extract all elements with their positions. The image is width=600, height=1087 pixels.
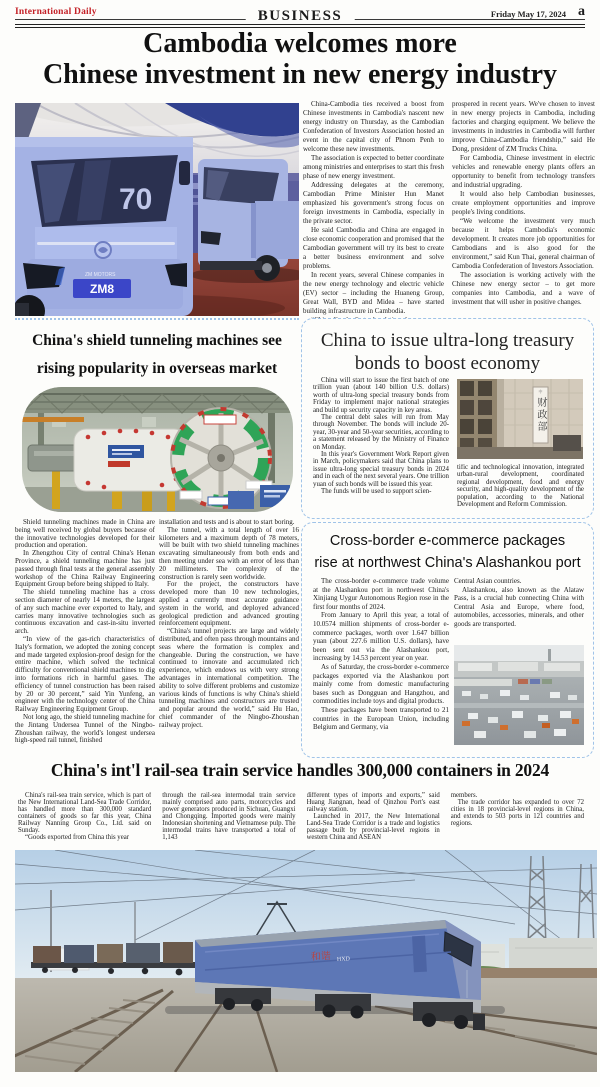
paragraph: “Goods exported from China this year — [25, 834, 130, 841]
paragraph: For the project, the constructors have developed more than 10 new technologies, applied a currently most accurate guidance system in the world, and deployed advanced geological prediction and advanced grouting reinforcement equipment. — [159, 580, 299, 628]
ecommerce-headline-line1: Cross-border e-commerce packages — [329, 533, 566, 549]
paragraph: “China's tunnel projects are large and widely distributed, and often pass through mountains and seas where the formation is complex and changeable. During the construction, we have continued to innovate and accumulated rich experience, which endows us with very strong advantages in international competition. The ability to solve different problems and customize various kinds of functions is why China's shield tunneling machines and constructors are trusted and popular around the world,” said Hu Hao, chief commander of the Ningbo-Zhoushan railway project. — [159, 627, 299, 729]
rail-col1 — [18, 792, 151, 848]
tunnel-machine-photo — [22, 387, 293, 512]
locomotive-logo-text: 和谐 — [310, 950, 332, 963]
treasury-headline — [302, 329, 593, 375]
treasury-headline-line1: China to issue ultra-long treasury — [320, 330, 575, 351]
ecommerce-headline-line2: rise at northwest China's Alashankou port — [314, 555, 581, 571]
paragraph: The tunnel, with a total length of over 16 kilometers and a maximum depth of 78 meters, will be built with two shield tunneling machines excavating simultaneously from both ends and then meeting under sea with an error of less than 20 millimeters. The complexity of the construction is rarely seen worldwide. — [159, 525, 299, 581]
rail-article-headline: China's int'l rail-sea train service handles 300,000 containers in 2024 — [50, 760, 550, 780]
paragraph: China's rail-sea train service, which is part of the New International Land-Sea Trade Corridor, has handled more than 300,000 standard containers of goods so far this year, China Railway Nanning Group Co., Ltd. said on Sunday. — [18, 792, 152, 834]
cutterhead — [171, 408, 272, 508]
main-headline-line1: Cambodia welcomes more — [143, 28, 457, 59]
paragraph: Launched in 2017, the New International Land-Sea Trade Corridor is a trade and logistics passage built by provincial-level regions in western China and ASEAN — [306, 813, 440, 841]
paragraph: tific and technological innovation, integrated urban-rural development, coordinated regional development, food and energy security, and high-quality development of the population, according to the National Development and Reform Commission. — [457, 464, 584, 509]
ecommerce-col1 — [313, 577, 449, 749]
treasury-col1 — [313, 377, 449, 512]
paragraph: In this year's Government Work Report given in March, policymakers said that China plans to issue ultra-long special treasury bonds in 2024 and in each of the next several years. One trillion yuan of such bonds will be issued this year. — [313, 451, 449, 488]
port-illustration — [454, 645, 584, 745]
header-double-rule-top — [15, 24, 585, 25]
paragraph: The trade corridor has expanded to over 72 cities in 18 provincial-level regions in China, and extends to 503 ports in 121 countries and regions. — [450, 799, 584, 827]
paragraph: Addressing delegates at the ceremony, Cambodian Prime Minister Hun Manet emphasized his government's strong focus on foreign investments in Cambodia, especially in the private sector. — [303, 181, 444, 225]
paragraph: different types of imports and exports,” said Huang Jiangnan, head of Qinzhou Port's east railway station. — [306, 792, 440, 813]
treasury-col2 — [457, 464, 584, 516]
shield-headline-line1: China's shield tunneling machines see — [32, 332, 282, 349]
rail-col4 — [451, 792, 584, 848]
main-article-headline — [0, 28, 600, 90]
paragraph: As of Saturday, the cross-border e-commerce packages exported via the Alashankou port mainly come from domestic manufacturing bases such as Dongguan and Hangzhou, and commodities include toys and digital products. — [313, 662, 449, 706]
windshield-number: 70 — [119, 183, 153, 216]
paragraph: “We welcome the investment very much because it helps Cambodia's economic development. It creates more job opportunities for Cambodians and is also good for the environment,” said Kun Thai, general chairman of Cambodia Confederation of Investors Association. — [452, 217, 595, 270]
right-truck — [190, 159, 299, 283]
locomotive-model-text: HXD — [336, 956, 351, 963]
truck-brand-text: ZM MOTORS — [85, 272, 116, 278]
ministry-sign-text: 财政部 — [535, 397, 546, 433]
paragraph: In recent years, several Chinese companies in the new energy technology and electric vehicle (EV) sector – including the Huaneng Group, Great Wall, BYD and Midea – have started building infrastructure in Cambodia. — [303, 271, 444, 315]
left-truck — [15, 137, 193, 316]
main-article-col1 — [303, 100, 444, 334]
alashankou-port-photo — [454, 645, 584, 745]
paragraph: From January to April this year, a total of 10.0574 million shipments of cross-border e-commerce packages, worth over 1.647 billion yuan (about 227.6 million U.S. dollars), have been sent out via the Alashankou port, increasing by 14.53 percent year on year. — [313, 611, 449, 663]
shield-article-col2 — [159, 519, 299, 758]
dateline: Friday May 17, 2024 — [490, 9, 566, 19]
paragraph: It would also help Cambodian businesses, create employment opportunities and improve people's living conditions. — [452, 190, 595, 216]
paragraph: In Zhengzhou City of central China's Henan Province, a shield tunneling machine has just passed through final tests at the general assembly workshop of the China Railway Engineering Equipment Group before being shipped to Italy. — [15, 549, 155, 589]
rail-col3 — [307, 792, 440, 848]
paragraph: Alashankou, also known as the Alataw Pass, is a crucial hub connecting China with Central Asia and Europe, where food, automobiles, accessories, minerals, and other goods are transported. — [454, 585, 584, 628]
machine-body — [74, 429, 186, 491]
ministry-illustration — [457, 379, 583, 459]
main-headline-line2: Chinese investment in new energy industry — [42, 59, 558, 90]
paragraph: The central debt sales will run from May through November. The bonds will include 20-year, 30-year and 50-year securities, according to a statement released by the Ministry of Finance on Monday. — [313, 414, 449, 451]
paragraph: through the rail-sea intermodal train service mainly comprised auto parts, motorcycles and power generators produced in Sichuan, Guangxi and Chongqing. Imported goods were mainly Indonesian shortening and Vietnamese pulp. The intermodal trains have transported a total of 1,143 — [162, 792, 296, 841]
freight-train-photo — [15, 850, 597, 1072]
newspaper-logo-icon: a — [578, 4, 585, 19]
paragraph: The shield tunneling machine has a cross section diameter of nearly 14 meters, the largest of any such machine ever exported to Italy, and carries many innovative technologies such as continuous excavation and cast-in-situ inverted arch. — [15, 588, 155, 636]
tunnel-machine-illustration — [22, 387, 293, 512]
shield-headline-line2: rising popularity in overseas market — [36, 360, 278, 377]
main-article-col2 — [452, 100, 595, 334]
paragraph: These packages have been transported to 21 countries in the European Union, including Belgium and Germany, via — [313, 705, 449, 732]
treasury-headline-line2: bonds to boost economy — [354, 353, 541, 374]
ministry-of-finance-photo — [457, 379, 583, 459]
paragraph: China-Cambodia ties received a boost from Chinese investments in Cambodia's nascent new energy industry on Thursday, as the Cambodian Confederation of Investors Association hosted an event in the capital city of Phnom Penh to welcome these new investments. — [303, 100, 444, 153]
paragraph: Shield tunneling machines made in China are being well received by global buyers because of the innovative technologies developed for their production and operation. — [15, 519, 155, 550]
newspaper-brand: International Daily — [15, 7, 97, 17]
new-energy-trucks-photo — [15, 103, 299, 316]
paragraph: For Cambodia, Chinese investment in electric vehicles and renewable energy plants offers an opportunity to benefit from technology transfers and industrial upgrading. — [452, 154, 595, 189]
paragraph: “In view of the gas-rich characteristics of Italy's formation, we adopted the zoning concept and made targeted explosion-proof design for the entire machine, which solved the technical difficulty for conventional shield machines to dig into formations rich in harmful gases. The efficiency of tunnel construction has been raised by 20 or 30 percent,” said Yin Yunfeng, an engineer with the technology center of the China Railway Engineering Equipment Group. — [15, 634, 155, 714]
paragraph: Not long ago, the shield tunneling machine for the Jintang Undersea Tunnel of the Ningbo-Zhoushan railway, the world's longest undersea high-speed rail tunnel, finished — [15, 712, 155, 745]
paragraph: members. — [450, 792, 478, 799]
sign-small-text: 中 — [538, 389, 543, 394]
paragraph: The cross-border e-commerce trade volume at the Alashankou port in northwest China's Xinjiang Uygur Autonomous Region rose in the first four months of 2024. — [313, 577, 449, 611]
paragraph: The association is expected to better coordinate among ministries and enterprises to start this fresh phase of new energy investment. — [303, 154, 444, 180]
ecommerce-box — [301, 522, 594, 758]
rail-article-columns — [18, 792, 584, 848]
paragraph: He said Cambodia and China are engaged in close economic cooperation and promised that the Cambodian government will try its best to create a better business environment and solve problems. — [303, 226, 444, 270]
section-title: BUSINESS — [246, 8, 355, 25]
trucks-illustration — [15, 103, 299, 316]
paragraph: The association is working actively with the Chinese new energy sector – to get more companies into Cambodia, and a wave of investment that will usher in positive changes. — [452, 271, 595, 306]
ecommerce-headline — [302, 530, 593, 574]
rail-col2 — [162, 792, 295, 848]
ecommerce-col2 — [454, 577, 584, 639]
left-column-separator — [15, 318, 299, 320]
shield-article-headline — [15, 327, 299, 383]
paragraph: Central Asian countries. — [454, 577, 522, 585]
shield-article-col1 — [15, 519, 155, 758]
train-illustration — [15, 850, 597, 1072]
paragraph: The funds will be used to support scien- — [321, 488, 432, 496]
license-plate: ZM8 — [90, 282, 114, 296]
paragraph: China will start to issue the first batch of one trillion yuan (about 140 billion U.S. dollars) worth of ultra-long special treasury bonds from Friday to implement major national strategies and build up security capacity in key areas. — [313, 377, 449, 414]
paragraph: prospered in recent years. We've chosen to invest in new energy projects in Cambodia, including factories and charging equipment. We believe the investments in industries in Cambodia will further improve China-Cambodia friendship,” said He Dong, president of ZM Trucks China. — [452, 100, 595, 153]
treasury-bonds-box — [301, 318, 594, 519]
paragraph: installation and tests and is about to start boring. — [159, 519, 295, 526]
